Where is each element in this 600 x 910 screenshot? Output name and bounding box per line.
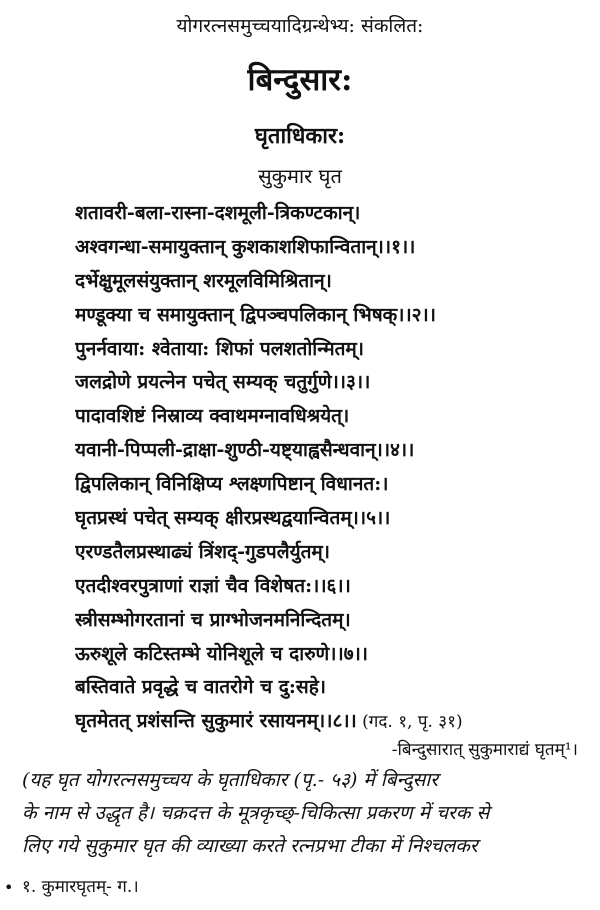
page-title: बिन्दुसार:: [247, 62, 353, 98]
verse-text: ऊरुशूले कटिस्तम्भे योनिशूले च दारुणे।।७।।: [75, 642, 368, 665]
source-attribution: -बिन्दुसारात् सुकुमाराद्यं घृतम्¹।: [391, 740, 578, 760]
verse-line: [75, 400, 595, 434]
verse-text: बस्तिवाते प्रवृद्धे च वातरोगे च दु:सहे।: [75, 676, 327, 699]
verse-text: घृतप्रस्थं पचेत् सम्यक् क्षीरप्रस्थद्वयान्वितम्।।५।।: [75, 507, 391, 530]
verse-text: घृतमेतत् प्रशंसन्ति सुकुमारं रसायनम्।।८।।: [75, 710, 357, 733]
recipe-subheading: सुकुमार घृत: [258, 164, 342, 188]
verse-text: दर्भेक्षुमूलसंयुक्तान् शरमूलविमिश्रितान्।: [75, 269, 332, 292]
verse-list: [75, 197, 595, 739]
verse-text: मण्डूक्या च समायुक्तान् द्विपञ्चपलिकान् भिषक्।।२।।: [75, 303, 436, 326]
verse-text: स्त्रीसम्भोगरतानां च प्राग्भोजनमनिन्दितम्।: [75, 608, 351, 631]
running-head: योगरत्नसमुच्चयादिग्रन्थेभ्य: संकलित:: [176, 15, 424, 37]
verse-line: [75, 536, 595, 570]
verse-text: पादावशिष्टं निस्राव्य क्वाथमग्नावधिश्रयेत्।: [75, 405, 350, 428]
verse-line: [75, 671, 595, 705]
verse-line: [75, 231, 595, 265]
verse-line: [75, 366, 595, 400]
verse-citation: (गद. १, पृ. ३१): [356, 712, 463, 733]
verse-line: [75, 638, 595, 672]
verse-text: अश्वगन्धा-समायुक्तान् कुशकाशशिफान्वितान्।।१।।: [75, 235, 416, 258]
commentary-line: (यह घृत योगरत्नसमुच्चय के घृताधिकार (पृ.- ५३) में बिन्दुसार: [22, 769, 439, 791]
footnote-divider: [0, 867, 600, 868]
margin-mark: •: [4, 878, 14, 897]
verse-line: [75, 265, 595, 299]
verse-text: द्विपलिकान् विनिक्षिप्य श्लक्ष्णपिष्टान् विधानत:।: [75, 473, 389, 496]
verse-text: यवानी-पिप्पली-द्राक्षा-शुण्ठी-यष्ट्याह्वसैन्धवान्।।४।।: [75, 439, 415, 462]
verse-line: [75, 468, 595, 502]
chapter-heading: घृताधिकार:: [254, 123, 346, 149]
commentary-paragraph: [22, 764, 582, 863]
verse-line: [75, 299, 595, 333]
verse-line: [75, 604, 595, 638]
verse-text: पुनर्नवाया: श्वेताया: शिफां पलशतोन्मितम्।: [75, 337, 364, 360]
commentary-line: लिए गये सुकुमार घृत की व्याख्या करते रत्नप्रभा टीका में निश्चलकर: [22, 835, 478, 857]
verse-line: [75, 502, 595, 536]
commentary-line: के नाम से उद्धृत है। चक्रदत्त के मूत्रकृच्छ्-चिकित्सा प्रकरण में चरक से: [22, 802, 490, 824]
verse-text: शतावरी-बला-रास्ना-दशमूली-त्रिकण्टकान्।: [75, 202, 361, 224]
verse-line: [75, 705, 595, 739]
verse-line: [75, 570, 595, 604]
verse-text: जलद्रोणे प्रयत्नेन पचेत् सम्यक् चतुर्गुणे।।३।।: [75, 371, 371, 394]
verse-line: [75, 333, 595, 367]
verse-text: एरण्डतैलप्रस्थाढ्यं त्रिंशद्-गुडपलैर्युतम्।: [75, 540, 330, 563]
verse-line: [75, 434, 595, 468]
footnote: १. कुमारघृतम्- ग.।: [22, 877, 139, 897]
verse-line: [75, 197, 595, 231]
verse-text: एतदीश्वरपुत्राणां राज्ञां चैव विशेषत:।।६।।: [75, 574, 351, 597]
